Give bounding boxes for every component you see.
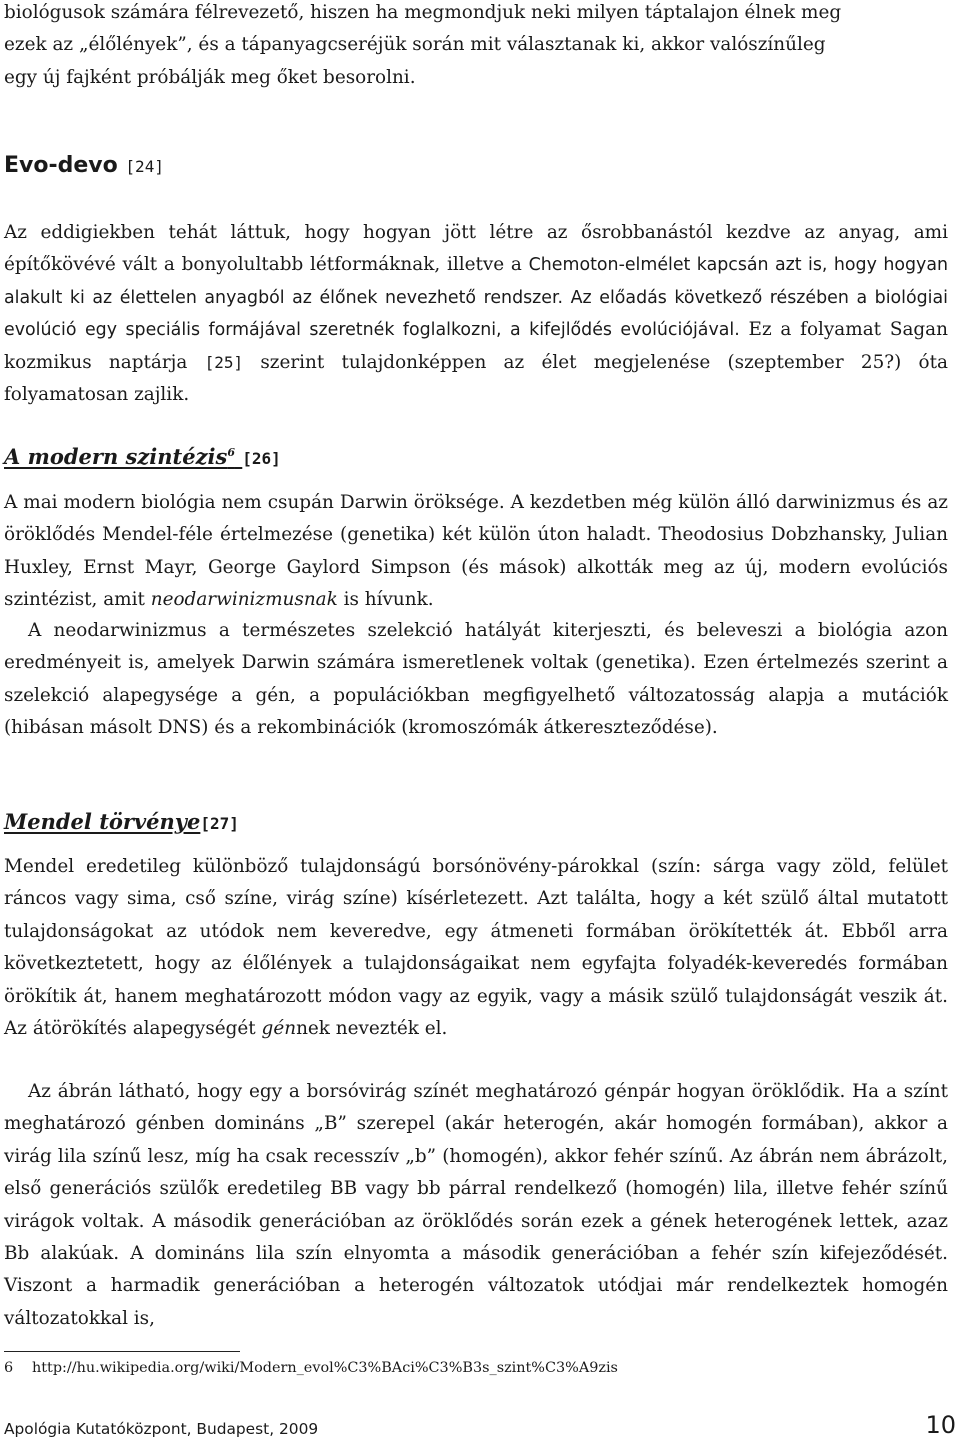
mendel-paragraph-1 [4, 851, 948, 1045]
intro-paragraph [4, 0, 948, 94]
intro-line-2: ezek az „élőlények”, és a tápanyagcseréjük során mit választanak ki, akkor valószínűleg [4, 34, 826, 56]
footnote-number: 6 [4, 1360, 14, 1376]
mendel-text: Mendel eredetileg különböző tulajdonságú borsónövény-párokkal (szín: sárga vagy zöld, felület ráncos vagy sima, cső színe, virág színe) kísérletezett. Azt találta, hogy a két szülő által mutatott tulajdonságokat az utódok nem keveredve, egy átmeneti formában örökítették át. Ebből arra következtetett, hogy az élőlények a tulajdonságaikat nem egyfajta folyadék-keveredés formában örökítik át, hanem meghatározott módon vagy az egyik, vagy a másik szülő tulajdonságát veszik át. Az átörökítés alapegységét [4, 856, 948, 1040]
footnote-marker-6: 6 [227, 446, 235, 459]
modern-synthesis-text: A mai modern biológia nem csupán Darwin öröksége. A kezdetben még külön álló darwinizmus és az öröklődés Mendel-féle értelmezése (genetika) két külön úton haladt. Theodosius Dobzhansky, Julian Huxley, Ernst Mayr, George Gaylord Simpson (és mások) alkották meg az új, modern evolúciós szintézist, amit [4, 492, 948, 611]
reference-25: [25] [204, 352, 244, 372]
neodarwinism-text: A neodarwinizmus a természetes szelekció hatályát kiterjeszti, és beleveszi a biológia azon eredményeit is, amelyek Darwin számára ismeretlenek voltak (genetika). Ezen értelmezés szerint a szelekció alapegysége a gén, a populációkban megfigyelhető változatosság alapja a mutációk (hibásan másolt DNS) és a rekombinációk (kromoszómák átkereszteződése). [4, 620, 948, 739]
section-heading-modern-synthesis [4, 444, 281, 469]
modern-synthesis-paragraph-2 [4, 615, 948, 745]
reference-27: [27] [200, 814, 239, 833]
intro-line-3: egy új fajként próbálják meg őket besorolni. [4, 66, 416, 88]
modern-synthesis-text-end: is hívunk. [337, 589, 434, 611]
modern-synthesis-title: A modern szintézis [4, 444, 228, 469]
evo-devo-text-end: szerint tulajdonképpen az élet megjelenése (szeptember 25?) óta folyamatosan zajlik. [4, 351, 948, 406]
section-heading-evo-devo [4, 153, 164, 178]
evo-devo-title: Evo-devo [4, 153, 118, 178]
footnote [4, 1360, 618, 1376]
modern-synthesis-paragraph-1 [4, 487, 948, 617]
footnote-link[interactable]: http://hu.wikipedia.org/wiki/Modern_evol%C3%BAci%C3%B3s_szint%C3%A9zis [32, 1360, 618, 1376]
footer-publisher: Apológia Kutatóközpont, Budapest, 2009 [4, 1420, 319, 1438]
evo-devo-paragraph [4, 217, 948, 411]
gene-term: gén [261, 1018, 297, 1040]
evo-devo-text-sans: Chemoton-elmélet kapcsán azt is, hogy hogyan alakult ki az élettelen anyagból az élőnek nevezhető rendszer. [4, 255, 949, 308]
mendel-paragraph-2 [4, 1076, 948, 1335]
evo-devo-text-sans-2: Az előadás következő részében a biológiai evolúció egy speciális formájával szeretnék foglalkozni, a kifejlődés evolúciójával. [4, 287, 948, 341]
mendel-title: Mendel törvénye [4, 809, 201, 834]
reference-24: [24] [125, 157, 164, 176]
section-heading-mendel [4, 809, 239, 834]
reference-26: [26] [242, 449, 281, 468]
neodarwinism-term: neodarwinizmusnak [150, 589, 338, 611]
inheritance-text: Az ábrán látható, hogy egy a borsóvirág színét meghatározó génpár hogyan öröklődik. Ha a színt meghatározó génben domináns „B” szerepel (akár heterogén, akár homogén formában), akkor a virág lila színű lesz, míg ha csak recesszív „b” (homogén), akkor fehér színű. Az ábrán nem ábrázolt, első generációs szülők eredetileg BB vagy bb párral rendelkező (homogén) lila, illetve fehér színű virágok voltak. A második generációban az öröklődés során ezek a gének heterogének lettek, azaz Bb alakúak. A domináns lila szín elnyomta a második generációban a fehér szín kifejeződését. Viszont a harmadik generációban a heterogén változatok utódjai már rendelkeztek homogén változatokkal is, [4, 1081, 948, 1329]
evo-devo-text-tail: Ez a folyamat Sagan kozmikus naptárja [4, 319, 948, 373]
mendel-text-end: nek nevezték el. [296, 1018, 448, 1040]
evo-devo-text-serif: Az eddigiekben tehát láttuk, hogy hogyan jött létre az ősrobbanástól kezdve az anyag, ami építőkövévé vált a bonyolultabb létformáknak, illetve a [4, 222, 948, 276]
page-number: 10 [925, 1411, 956, 1439]
intro-line-1: biológusok számára félrevezető, hiszen ha megmondjuk neki milyen táptalajon élnek meg [4, 2, 842, 23]
footnote-separator [4, 1351, 240, 1352]
